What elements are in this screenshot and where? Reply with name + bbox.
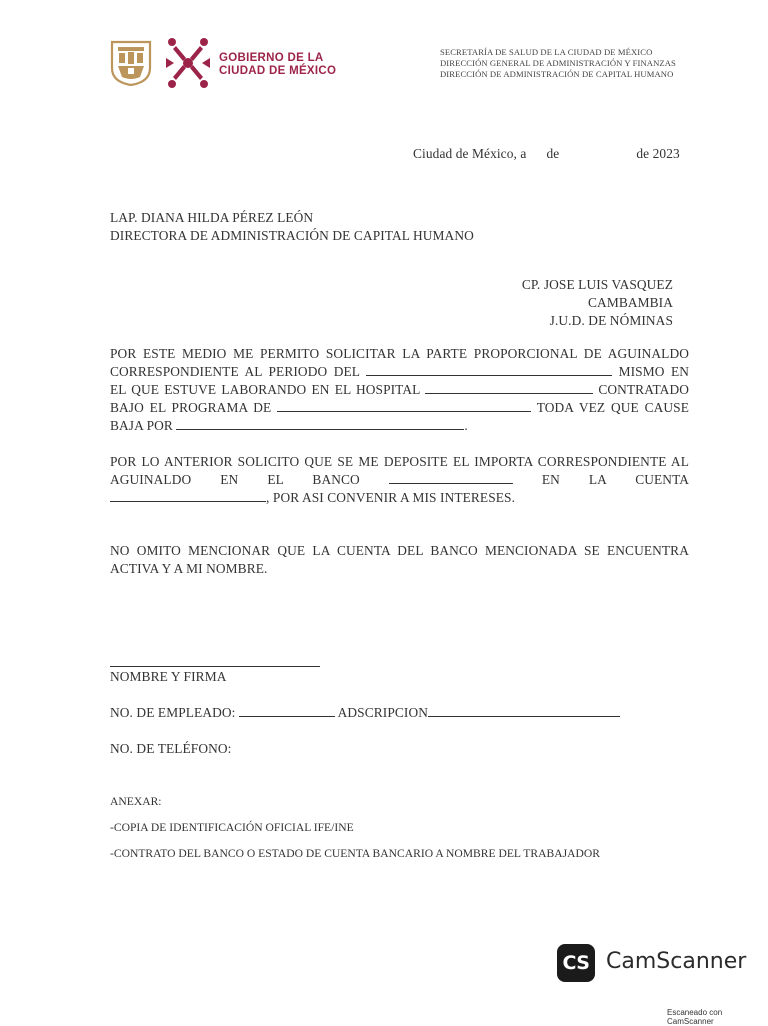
date-year: de 2023 [636,146,680,161]
dept-line-3: DIRECCIÓN DE ADMINISTRACIÓN DE CAPITAL HUMANO [440,69,674,79]
scan-note: Escaneado con CamScanner [667,1008,723,1026]
request-paragraph [110,345,689,435]
para1-line-2-text: CORRESPONDIENTE AL PERIODO DEL [110,364,360,379]
para1-line-3 [110,381,689,399]
para1-line-1: POR ESTE MEDIO ME PERMITO SOLICITAR LA PARTE PROPORCIONAL DE AGUINALDO [110,346,689,361]
para2-word-aguinaldo: AGUINALDO [110,472,192,487]
para1-line-5 [110,417,689,435]
adscripcion-label: ADSCRIPCION [337,705,429,720]
para1-line-3-text: EL QUE ESTUVE LABORANDO EN EL HOSPITAL [110,382,420,397]
para1-line-4 [110,399,689,417]
employee-label: NO. DE EMPLEADO: [110,705,236,720]
reason-blank[interactable] [176,417,464,430]
para2-line-2 [110,471,689,489]
signature-line[interactable] [110,666,320,667]
para2-word-la: LA [588,472,607,487]
para2-word-en: EN [220,472,239,487]
program-blank[interactable] [277,399,531,412]
gov-line-1: GOBIERNO DE LA [219,52,324,64]
para1-line-4-text: BAJO EL PROGRAMA DE [110,400,272,415]
para2-word-banco: BANCO [312,472,360,487]
para2-line-3 [110,489,689,507]
employee-blank[interactable] [239,704,335,717]
government-wordmark [219,52,336,78]
cc-title: J.U.D. DE NÓMINAS [549,313,673,328]
phone-row [110,740,232,758]
phone-label: NO. DE TELÉFONO: [110,741,232,756]
account-blank[interactable] [110,489,266,502]
annex-item-bank: -CONTRATO DEL BANCO O ESTADO DE CUENTA BANCARIO A NOMBRE DEL TRABAJADOR [110,847,600,860]
para2-word-el: EL [267,472,284,487]
date-prefix: Ciudad de México, a [413,146,527,161]
period-blank[interactable] [366,363,612,376]
hospital-blank[interactable] [425,381,593,394]
para2-word-cuenta: CUENTA [635,472,690,487]
addressee-name: LAP. DIANA HILDA PÉREZ LEÓN [110,210,314,225]
cdmx-coat-of-arms-icon [110,40,152,86]
department-header [440,47,676,80]
account-paragraph [110,542,689,578]
cdmx-logo-icon [164,36,212,90]
date-line [413,145,680,163]
para2-word-en-2: EN [541,472,560,487]
para3-line-2: ACTIVA Y A MI NOMBRE. [110,561,268,576]
para2-line-3-text: , POR ASI CONVENIR A MIS INTERESES. [266,490,516,505]
cc-block [455,276,673,330]
addressee-title: DIRECTORA DE ADMINISTRACIÓN DE CAPITAL HUMANO [110,228,474,243]
adscripcion-blank[interactable] [428,704,620,717]
gov-line-2: CIUDAD DE MÉXICO [219,65,337,77]
dept-line-2: DIRECCIÓN GENERAL DE ADMINISTRACIÓN Y FINANZAS [440,58,676,68]
para1-line-2 [110,363,689,381]
para1-line-2-end: MISMO EN [618,364,690,379]
bank-blank[interactable] [389,471,513,484]
deposit-paragraph [110,453,689,507]
para1-line-4-end: TODA VEZ QUE CAUSE [536,400,689,415]
camscanner-logo-icon: CS [557,944,595,982]
annex-title: ANEXAR: [110,795,162,808]
para1-line-5-text: BAJA POR [110,418,173,433]
date-month-de: de [546,146,560,161]
para3-line-1: NO OMITO MENCIONAR QUE LA CUENTA DEL BANCO MENCIONADA SE ENCUENTRA [110,543,689,558]
addressee-block [110,209,474,245]
camscanner-wordmark: CamScanner [606,949,747,974]
dept-line-1: SECRETARÍA DE SALUD DE LA CIUDAD DE MÉXICO [440,47,653,57]
para2-line-1: POR LO ANTERIOR SOLICITO QUE SE ME DEPOSITE EL IMPORTA CORRESPONDIENTE AL [110,454,689,469]
cc-name: CP. JOSE LUIS VASQUEZ CAMBAMBIA [521,277,673,310]
signature-label: NOMBRE Y FIRMA [110,669,227,684]
para1-line-5-end: . [464,418,468,433]
annex-item-id: -COPIA DE IDENTIFICACIÓN OFICIAL IFE/INE [110,821,354,834]
employee-row [110,704,620,722]
para1-line-3-end: CONTRATADO [598,382,689,397]
